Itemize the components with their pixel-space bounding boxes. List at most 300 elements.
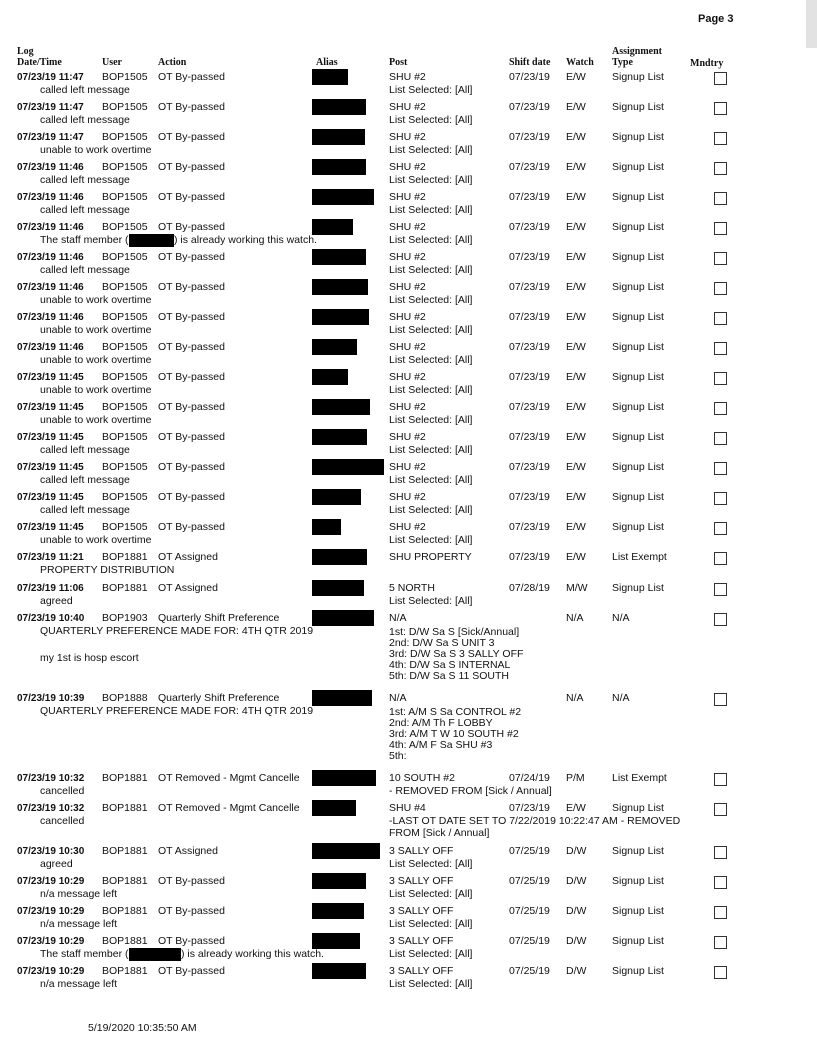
record-watch: E/W [566, 101, 586, 113]
record-assignment-type: Signup List [612, 311, 664, 323]
record-action: OT By-passed [158, 161, 225, 173]
record-post: SHU #2 [389, 371, 426, 383]
record-user: BOP1505 [102, 101, 148, 113]
record-datetime: 07/23/19 11:47 [17, 72, 84, 83]
record-post: SHU #2 [389, 191, 426, 203]
log-record [0, 129, 817, 159]
preference-line: 1st: A/M S Sa CONTROL #2 [389, 706, 522, 718]
record-datetime: 07/23/19 11:45 [17, 372, 84, 383]
record-assignment-type: Signup List [612, 221, 664, 233]
record-post: SHU #2 [389, 521, 426, 533]
record-assignment-type: Signup List [612, 191, 664, 203]
record-datetime: 07/23/19 11:21 [17, 552, 84, 563]
record-post-detail: List Selected: [All] [389, 978, 473, 990]
record-user: BOP1505 [102, 71, 148, 83]
record-post-detail: List Selected: [All] [389, 324, 473, 336]
record-shift-date: 07/23/19 [509, 281, 550, 293]
record-post-detail: List Selected: [All] [389, 114, 473, 126]
record-watch: E/W [566, 341, 586, 353]
header-user: User [102, 57, 122, 68]
record-user: BOP1505 [102, 401, 148, 413]
record-watch: D/W [566, 905, 587, 917]
record-shift-date: 07/23/19 [509, 371, 550, 383]
log-record [0, 69, 817, 99]
record-user: BOP1505 [102, 341, 148, 353]
record-post: SHU #4 [389, 802, 426, 814]
mandatory-checkbox[interactable] [714, 312, 727, 325]
record-assignment-type: Signup List [612, 905, 664, 917]
record-action: OT By-passed [158, 905, 225, 917]
record-post-detail: List Selected: [All] [389, 174, 473, 186]
record-action: OT By-passed [158, 935, 225, 947]
record-action: OT By-passed [158, 281, 225, 293]
record-comment: called left message [40, 174, 130, 186]
log-record [0, 489, 817, 519]
record-shift-date: 07/23/19 [509, 521, 550, 533]
record-action: OT By-passed [158, 341, 225, 353]
record-datetime: 07/23/19 11:06 [17, 583, 84, 594]
record-post: 3 SALLY OFF [389, 965, 454, 977]
record-watch: E/W [566, 251, 586, 263]
record-user: BOP1881 [102, 802, 148, 814]
log-record [0, 933, 817, 963]
record-assignment-type: Signup List [612, 371, 664, 383]
record-post: SHU #2 [389, 101, 426, 113]
record-watch: D/W [566, 935, 587, 947]
record-post-detail: List Selected: [All] [389, 234, 473, 246]
mandatory-checkbox[interactable] [714, 803, 727, 816]
record-comment: called left message [40, 114, 130, 126]
record-user: BOP1505 [102, 371, 148, 383]
record-datetime: 07/23/19 10:29 [17, 906, 85, 917]
record-shift-date: 07/25/19 [509, 965, 550, 977]
record-shift-date: 07/23/19 [509, 71, 550, 83]
record-action: Quarterly Shift Preference [158, 692, 280, 704]
redacted-name [129, 234, 174, 247]
record-datetime: 07/23/19 11:46 [17, 222, 84, 233]
record-action: OT Assigned [158, 582, 218, 594]
record-post: 3 SALLY OFF [389, 845, 454, 857]
preference-line: 3rd: D/W Sa S 3 SALLY OFF [389, 648, 524, 660]
record-user: BOP1505 [102, 431, 148, 443]
record-comment: called left message [40, 444, 130, 456]
record-action: OT By-passed [158, 371, 225, 383]
mandatory-checkbox[interactable] [714, 102, 727, 115]
record-comment: PROPERTY DISTRIBUTION [40, 564, 175, 576]
redacted-alias [312, 690, 372, 706]
record-assignment-type: Signup List [612, 965, 664, 977]
record-watch: E/W [566, 131, 586, 143]
log-record [0, 873, 817, 903]
record-assignment-type: Signup List [612, 845, 664, 857]
record-user: BOP1881 [102, 965, 148, 977]
record-datetime: 07/23/19 11:46 [17, 252, 84, 263]
record-post: 3 SALLY OFF [389, 875, 454, 887]
mandatory-checkbox[interactable] [714, 936, 727, 949]
record-user: BOP1505 [102, 131, 148, 143]
record-comment: QUARTERLY PREFERENCE MADE FOR: 4TH QTR 2019 [40, 625, 314, 637]
record-post-detail: -LAST OT DATE SET TO 7/22/2019 10:22:47 AM - REMOVED [389, 815, 681, 827]
record-datetime: 07/23/19 10:30 [17, 846, 85, 857]
record-user: BOP1505 [102, 221, 148, 233]
record-post-detail: List Selected: [All] [389, 384, 473, 396]
preference-line: 4th: A/M F Sa SHU #3 [389, 739, 493, 751]
mandatory-checkbox[interactable] [714, 966, 727, 979]
record-post-detail: List Selected: [All] [389, 948, 473, 960]
mandatory-checkbox[interactable] [714, 522, 727, 535]
log-record [0, 903, 817, 933]
preference-line: 4th: D/W Sa S INTERNAL [389, 659, 511, 671]
record-assignment-type: Signup List [612, 251, 664, 263]
record-assignment-type: Signup List [612, 401, 664, 413]
record-watch: E/W [566, 221, 586, 233]
record-post: SHU #2 [389, 161, 426, 173]
log-record [0, 309, 817, 339]
record-assignment-type: Signup List [612, 802, 664, 814]
record-action: Quarterly Shift Preference [158, 612, 280, 624]
record-comment: n/a message left [40, 918, 118, 930]
record-watch: E/W [566, 71, 586, 83]
record-user: BOP1881 [102, 845, 148, 857]
record-datetime: 07/23/19 11:46 [17, 312, 84, 323]
record-user: BOP1888 [102, 692, 148, 704]
record-post-detail: List Selected: [All] [389, 144, 473, 156]
record-post-detail: List Selected: [All] [389, 444, 473, 456]
log-record [0, 399, 817, 429]
record-post-detail: List Selected: [All] [389, 414, 473, 426]
redacted-alias [312, 219, 353, 235]
record-datetime: 07/23/19 11:45 [17, 402, 84, 413]
record-shift-date: 07/23/19 [509, 341, 550, 353]
record-post-detail-cont: FROM [Sick / Annual] [389, 827, 490, 839]
log-record [0, 770, 817, 800]
mandatory-checkbox[interactable] [714, 613, 727, 626]
record-assignment-type: N/A [612, 612, 630, 624]
header-post: Post [389, 57, 408, 68]
record-watch: E/W [566, 802, 586, 814]
record-post-detail: List Selected: [All] [389, 84, 473, 96]
record-user: BOP1505 [102, 461, 148, 473]
log-record [0, 610, 817, 682]
record-post: SHU #2 [389, 251, 426, 263]
record-assignment-type: Signup List [612, 341, 664, 353]
redacted-alias [312, 249, 366, 265]
redacted-alias [312, 429, 367, 445]
mandatory-checkbox[interactable] [714, 693, 727, 706]
record-comment-end: ) is already working this watch. [174, 234, 317, 246]
mandatory-checkbox[interactable] [714, 876, 727, 889]
redacted-alias [312, 99, 366, 115]
record-post: SHU #2 [389, 491, 426, 503]
record-datetime: 07/23/19 10:40 [17, 613, 85, 624]
log-record [0, 99, 817, 129]
record-watch: E/W [566, 551, 586, 563]
record-watch: E/W [566, 311, 586, 323]
mandatory-checkbox[interactable] [714, 552, 727, 565]
record-watch: N/A [566, 692, 584, 704]
record-action: OT Assigned [158, 551, 218, 563]
record-datetime: 07/23/19 10:32 [17, 773, 85, 784]
mandatory-checkbox[interactable] [714, 72, 727, 85]
log-record [0, 519, 817, 549]
log-record [0, 279, 817, 309]
record-datetime: 07/23/19 10:29 [17, 876, 85, 887]
redacted-alias [312, 770, 376, 786]
record-assignment-type: Signup List [612, 161, 664, 173]
record-post: N/A [389, 692, 407, 704]
record-comment: cancelled [40, 785, 85, 797]
record-post: SHU PROPERTY [389, 551, 472, 563]
record-datetime: 07/23/19 11:46 [17, 192, 84, 203]
record-post-detail: List Selected: [All] [389, 534, 473, 546]
record-datetime: 07/23/19 11:45 [17, 522, 84, 533]
mandatory-checkbox[interactable] [714, 773, 727, 786]
mandatory-checkbox[interactable] [714, 252, 727, 265]
record-shift-date: 07/23/19 [509, 551, 550, 563]
record-watch: D/W [566, 875, 587, 887]
record-action: OT By-passed [158, 131, 225, 143]
record-assignment-type: Signup List [612, 521, 664, 533]
redacted-alias [312, 369, 348, 385]
mandatory-checkbox[interactable] [714, 372, 727, 385]
log-record [0, 459, 817, 489]
mandatory-checkbox[interactable] [714, 846, 727, 859]
record-post: SHU #2 [389, 281, 426, 293]
record-comment: agreed [40, 595, 73, 607]
log-record [0, 429, 817, 459]
record-post: 10 SOUTH #2 [389, 772, 455, 784]
record-user: BOP1505 [102, 191, 148, 203]
redacted-name [129, 948, 181, 961]
preference-line: 3rd: A/M T W 10 SOUTH #2 [389, 728, 519, 740]
record-comment: unable to work overtime [40, 144, 152, 156]
redacted-alias [312, 309, 369, 325]
record-shift-date: 07/23/19 [509, 431, 550, 443]
mandatory-checkbox[interactable] [714, 162, 727, 175]
record-shift-date: 07/23/19 [509, 221, 550, 233]
record-watch: D/W [566, 965, 587, 977]
record-user: BOP1881 [102, 875, 148, 887]
record-comment: n/a message left [40, 888, 118, 900]
mandatory-checkbox[interactable] [714, 402, 727, 415]
record-assignment-type: List Exempt [612, 551, 667, 563]
record-post: SHU #2 [389, 221, 426, 233]
redacted-alias [312, 800, 356, 816]
redacted-alias [312, 339, 357, 355]
redacted-alias [312, 549, 367, 565]
header-type: Type [612, 57, 633, 68]
record-user: BOP1903 [102, 612, 148, 624]
record-action: OT By-passed [158, 875, 225, 887]
preference-line: 2nd: A/M Th F LOBBY [389, 717, 493, 729]
record-user: BOP1505 [102, 521, 148, 533]
record-comment: unable to work overtime [40, 414, 152, 426]
record-watch: D/W [566, 845, 587, 857]
record-shift-date: 07/23/19 [509, 311, 550, 323]
record-watch: M/W [566, 582, 588, 594]
record-comment: cancelled [40, 815, 85, 827]
record-watch: E/W [566, 491, 586, 503]
redacted-alias [312, 189, 374, 205]
record-post-detail: List Selected: [All] [389, 858, 473, 870]
record-assignment-type: Signup List [612, 101, 664, 113]
record-datetime: 07/23/19 11:47 [17, 132, 84, 143]
record-datetime: 07/23/19 11:47 [17, 102, 84, 113]
record-user: BOP1881 [102, 551, 148, 563]
mandatory-checkbox[interactable] [714, 492, 727, 505]
record-shift-date: 07/25/19 [509, 845, 550, 857]
redacted-alias [312, 519, 341, 535]
mandatory-checkbox[interactable] [714, 906, 727, 919]
record-comment: unable to work overtime [40, 324, 152, 336]
record-datetime: 07/23/19 10:32 [17, 803, 85, 814]
record-watch: E/W [566, 191, 586, 203]
record-comment: called left message [40, 474, 130, 486]
record-shift-date: 07/23/19 [509, 101, 550, 113]
mandatory-checkbox[interactable] [714, 462, 727, 475]
record-action: OT By-passed [158, 71, 225, 83]
preference-line: 5th: [389, 750, 407, 762]
header-assignment: Assignment [612, 46, 663, 57]
record-datetime: 07/23/19 11:46 [17, 282, 84, 293]
record-user: BOP1881 [102, 905, 148, 917]
record-post-detail: List Selected: [All] [389, 204, 473, 216]
record-assignment-type: Signup List [612, 131, 664, 143]
header-action: Action [158, 57, 187, 68]
log-record [0, 249, 817, 279]
record-datetime: 07/23/19 10:29 [17, 936, 85, 947]
record-user: BOP1881 [102, 582, 148, 594]
mandatory-checkbox[interactable] [714, 222, 727, 235]
record-shift-date: 07/23/19 [509, 251, 550, 263]
record-shift-date: 07/23/19 [509, 461, 550, 473]
record-comment: The staff member ( [40, 948, 129, 960]
record-post: 3 SALLY OFF [389, 905, 454, 917]
record-action: OT By-passed [158, 101, 225, 113]
record-shift-date: 07/23/19 [509, 161, 550, 173]
redacted-alias [312, 933, 360, 949]
header-mndtry: Mndtry [690, 58, 724, 69]
log-record [0, 690, 817, 762]
log-record [0, 189, 817, 219]
record-shift-date: 07/23/19 [509, 131, 550, 143]
record-watch: E/W [566, 521, 586, 533]
redacted-alias [312, 580, 364, 596]
record-post-detail: List Selected: [All] [389, 354, 473, 366]
record-post: SHU #2 [389, 431, 426, 443]
record-comment: unable to work overtime [40, 294, 152, 306]
record-user: BOP1505 [102, 311, 148, 323]
record-shift-date: 07/23/19 [509, 191, 550, 203]
record-comment: unable to work overtime [40, 354, 152, 366]
record-comment: agreed [40, 858, 73, 870]
record-assignment-type: Signup List [612, 935, 664, 947]
record-post: SHU #2 [389, 131, 426, 143]
record-action: OT Removed - Mgmt Cancelle [158, 772, 300, 784]
record-user: BOP1505 [102, 281, 148, 293]
header-alias: Alias [316, 57, 338, 68]
redacted-alias [312, 399, 370, 415]
record-action: OT By-passed [158, 461, 225, 473]
record-shift-date: 07/28/19 [509, 582, 550, 594]
log-record [0, 219, 817, 249]
mandatory-checkbox[interactable] [714, 342, 727, 355]
record-comment: unable to work overtime [40, 534, 152, 546]
record-shift-date: 07/25/19 [509, 875, 550, 887]
mandatory-checkbox[interactable] [714, 192, 727, 205]
log-record [0, 963, 817, 993]
mandatory-checkbox[interactable] [714, 583, 727, 596]
mandatory-checkbox[interactable] [714, 132, 727, 145]
record-datetime: 07/23/19 11:45 [17, 432, 84, 443]
record-user: BOP1505 [102, 161, 148, 173]
record-shift-date: 07/24/19 [509, 772, 550, 784]
record-assignment-type: N/A [612, 692, 630, 704]
header-datetime: Date/Time [17, 57, 62, 68]
record-action: OT By-passed [158, 401, 225, 413]
record-watch: E/W [566, 401, 586, 413]
redacted-alias [312, 129, 365, 145]
record-watch: P/M [566, 772, 585, 784]
redacted-alias [312, 159, 366, 175]
record-shift-date: 07/25/19 [509, 935, 550, 947]
redacted-alias [312, 903, 364, 919]
record-post-detail: List Selected: [All] [389, 504, 473, 516]
record-comment-note: my 1st is hosp escort [40, 652, 139, 664]
record-shift-date: 07/25/19 [509, 905, 550, 917]
mandatory-checkbox[interactable] [714, 282, 727, 295]
record-post-detail: - REMOVED FROM [Sick / Annual] [389, 785, 552, 797]
record-post-detail: List Selected: [All] [389, 595, 473, 607]
redacted-alias [312, 843, 380, 859]
scan-edge-mark [806, 0, 817, 48]
header-log: Log [17, 46, 34, 57]
record-post-detail: List Selected: [All] [389, 888, 473, 900]
record-watch: E/W [566, 461, 586, 473]
record-datetime: 07/23/19 11:45 [17, 462, 84, 473]
record-post: SHU #2 [389, 311, 426, 323]
record-comment: called left message [40, 264, 130, 276]
record-shift-date: 07/23/19 [509, 802, 550, 814]
record-post: SHU #2 [389, 401, 426, 413]
record-datetime: 07/23/19 11:46 [17, 342, 84, 353]
log-record [0, 159, 817, 189]
record-assignment-type: Signup List [612, 582, 664, 594]
record-post-detail: List Selected: [All] [389, 918, 473, 930]
record-post-detail: List Selected: [All] [389, 474, 473, 486]
record-assignment-type: Signup List [612, 431, 664, 443]
record-user: BOP1881 [102, 772, 148, 784]
record-datetime: 07/23/19 11:45 [17, 492, 84, 503]
page-number: Page 3 [698, 13, 734, 25]
record-action: OT By-passed [158, 491, 225, 503]
header-watch: Watch [566, 57, 594, 68]
record-post: SHU #2 [389, 461, 426, 473]
record-watch: N/A [566, 612, 584, 624]
log-record [0, 339, 817, 369]
record-action: OT By-passed [158, 965, 225, 977]
record-assignment-type: Signup List [612, 491, 664, 503]
log-record [0, 800, 817, 839]
mandatory-checkbox[interactable] [714, 432, 727, 445]
record-post: 3 SALLY OFF [389, 935, 454, 947]
record-action: OT By-passed [158, 431, 225, 443]
redacted-alias [312, 279, 368, 295]
record-post-detail: List Selected: [All] [389, 294, 473, 306]
record-user: BOP1505 [102, 251, 148, 263]
record-post-detail: List Selected: [All] [389, 264, 473, 276]
record-shift-date: 07/23/19 [509, 401, 550, 413]
